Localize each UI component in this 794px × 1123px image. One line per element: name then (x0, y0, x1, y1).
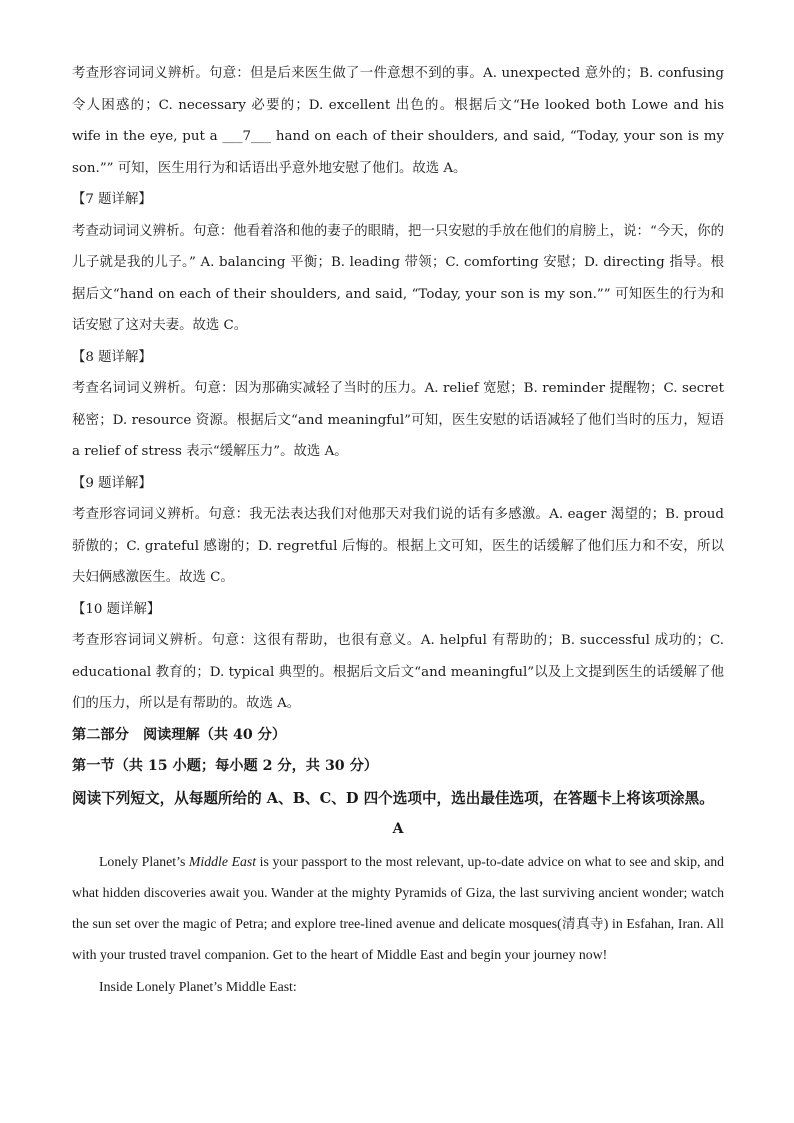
document-page (72, 58, 724, 1002)
part2-title: 第二部分 阅读理解（共 40 分） (72, 726, 287, 743)
passage-lead: Lonely Planet’s (99, 853, 189, 869)
q10-explanation: 考查形容词词义辨析。句意：这很有帮助，也很有意义。A. helpful 有帮助的；B. successful 成功的；C. educational 教育的；D. typical 典型的。根据后文后文“and meaningful”以及上文提到医生的话缓解了他们的压力，所以是有帮助的。故选 A。 (72, 633, 724, 711)
section1-title: 第一节（共 15 小题；每小题 2 分，共 30 分） (72, 758, 378, 774)
q9-heading: 【9 题详解】 (72, 475, 152, 491)
reading-instruction: 阅读下列短文，从每题所给的 A、B、C、D 四个选项中，选出最佳选项，在答题卡上将该项涂黑。 (72, 789, 714, 807)
q8-explanation: 考查名词词义辨析。句意：因为那确实减轻了当时的压力。A. relief 宽慰；B. reminder 提醒物；C. secret 秘密；D. resource 资源。根据后文“and meaningful”可知，医生安慰的话语减轻了他们当时的压力，短语 a relief of stress 表示“缓解压力”。故选 A。 (72, 381, 724, 459)
q7-heading: 【7 题详解】 (72, 192, 152, 207)
passage-paragraph-1 (72, 846, 724, 971)
q10-heading: 【10 题详解】 (72, 601, 161, 617)
passage-paragraph-2: Inside Lonely Planet’s Middle East: (99, 978, 297, 994)
passage-label: A (392, 821, 404, 837)
q9-explanation: 考查形容词词义辨析。句意：我无法表达我们对他那天对我们说的话有多感激。A. eager 渴望的；B. proud 骄傲的；C. grateful 感谢的；D. regretful 后悔的。根据上文可知，医生的话缓解了他们压力和不安，所以夫妇俩感激医生。故选 C。 (72, 507, 724, 585)
passage-rest: is your passport to the most relevant, up-to-date advice on what to see and skip, and what hidden discoveries await you. Wander at the mighty Pyramids of Giza, the last surviving ancient wonder; watch the sun set over the magic of Petra; and explore tree-lined avenue and delicate mosques(清真寺) in Esfahan, Iran. All with your trusted travel companion. Get to the heart of Middle East and begin your journey now! (72, 853, 724, 963)
q8-heading: 【8 题详解】 (72, 349, 152, 365)
q6-explanation: 考查形容词词义辨析。句意：但是后来医生做了一件意想不到的事。A. unexpected 意外的；B. confusing 令人困惑的；C. necessary 必要的；D. excellent 出色的。根据后文“He looked both Lowe and his wife in the eye, put a ___7___ hand on each of their shoulders, and said, “Today, your son is my son.”” 可知，医生用行为和话语出乎意外地安慰了他们。故选 A。 (72, 66, 724, 176)
q7-explanation: 考查动词词义辨析。句意：他看着洛和他的妻子的眼睛，把一只安慰的手放在他们的肩膀上，说：“今天，你的儿子就是我的儿子。” A. balancing 平衡；B. leading 带领；C. comforting 安慰；D. directing 指导。根据后文“hand on each of their shoulders, and said, “Today, your son is my son.”” 可知医生的行为和话安慰了这对夫妻。故选 C。 (72, 223, 724, 333)
book-title: Middle East (188, 853, 257, 869)
